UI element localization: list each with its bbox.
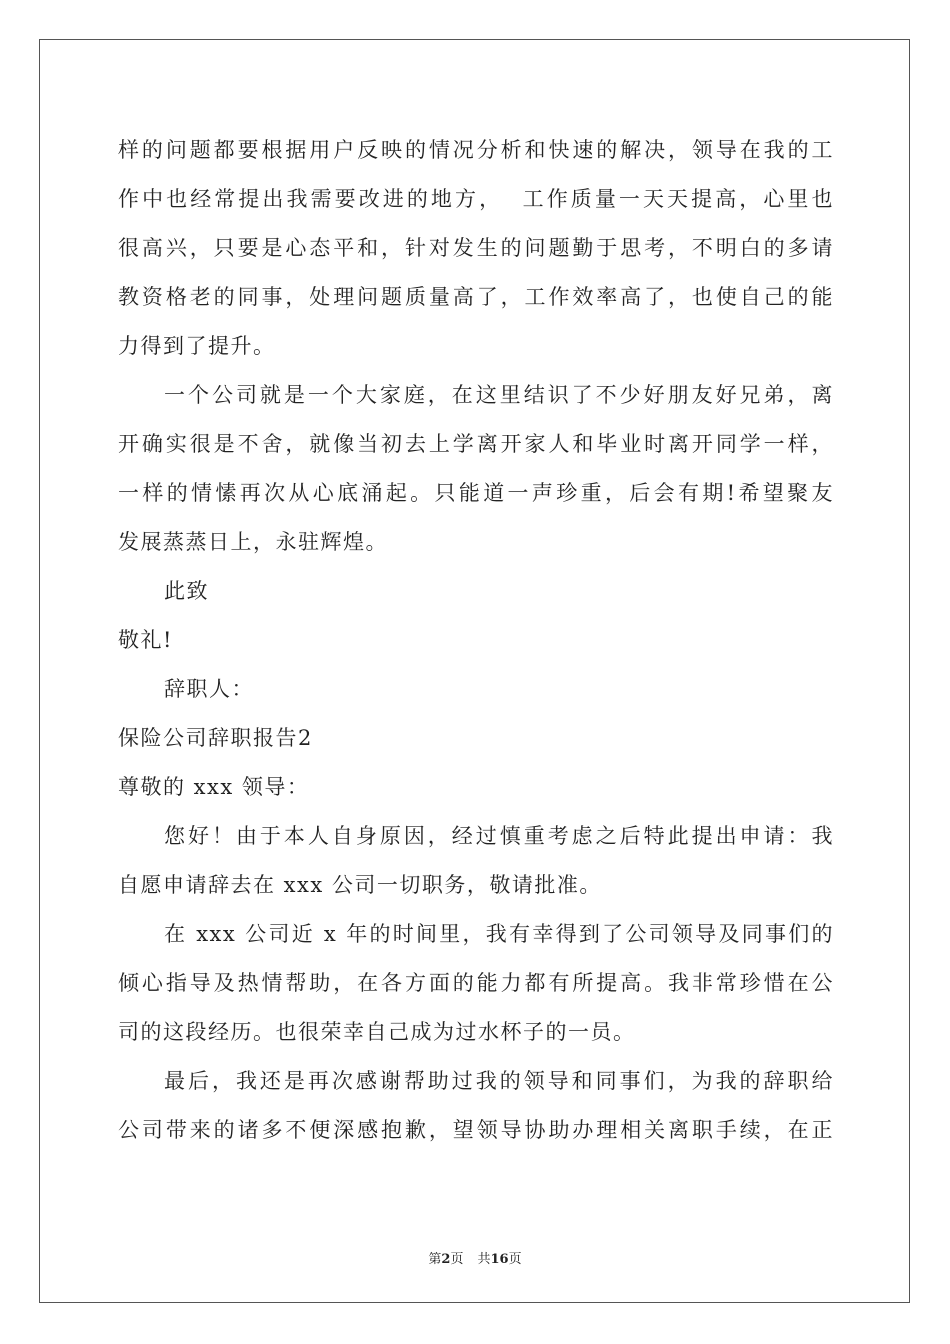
greeting: 尊敬的 xxx 领导： (118, 775, 310, 799)
total-prefix: 共 (477, 1252, 491, 1267)
text-line: 开确实很是不舍，就像当初去上学离开家人和毕业时离开同学一样， (118, 432, 834, 456)
page-footer (0, 1248, 950, 1267)
closing-regards: 敬礼! (118, 628, 173, 652)
page-current: 2 (441, 1252, 451, 1267)
text-line: 作中也经常提出我需要改进的地方， 工作质量一天天提高，心里也 (118, 187, 834, 211)
paragraph-start: 在 xxx 公司近 x 年的时间里，我有幸得到了公司领导及同事们的 (164, 922, 834, 946)
paragraph-start: 最后，我还是再次感谢帮助过我的领导和同事们，为我的辞职给 (164, 1069, 834, 1093)
text-line: 样的问题都要根据用户反映的情况分析和快速的解决，领导在我的工 (118, 138, 834, 162)
closing-salutation: 此致 (164, 579, 209, 603)
text-line: 发展蒸蒸日上，永驻辉煌。 (118, 530, 388, 554)
text-line: 公司带来的诸多不便深感抱歉，望领导协助办理相关离职手续，在正 (118, 1118, 834, 1142)
section-title: 保险公司辞职报告2 (118, 726, 313, 750)
signature-label: 辞职人： (164, 677, 254, 701)
page-prefix: 第 (428, 1252, 442, 1267)
text-line: 很高兴，只要是心态平和，针对发生的问题勤于思考，不明白的多请 (118, 236, 834, 260)
text-line: 教资格老的同事，处理问题质量高了，工作效率高了，也使自己的能 (118, 285, 834, 309)
text-line: 司的这段经历。也很荣幸自己成为过水杯子的一员。 (118, 1020, 636, 1044)
paragraph-start: 一个公司就是一个大家庭，在这里结识了不少好朋友好兄弟，离 (164, 383, 834, 407)
total-suffix: 页 (508, 1252, 522, 1267)
document-body (118, 126, 834, 1155)
page-total: 16 (490, 1252, 509, 1267)
paragraph-start: 您好！由于本人自身原因，经过慎重考虑之后特此提出申请：我 (164, 824, 834, 848)
text-line: 力得到了提升。 (118, 334, 276, 358)
text-line: 倾心指导及热情帮助，在各方面的能力都有所提高。我非常珍惜在公 (118, 971, 834, 995)
page-suffix: 页 (450, 1252, 464, 1267)
text-line: 一样的情愫再次从心底涌起。只能道一声珍重，后会有期!希望聚友 (118, 481, 834, 505)
text-line: 自愿申请辞去在 xxx 公司一切职务，敬请批准。 (118, 873, 602, 897)
